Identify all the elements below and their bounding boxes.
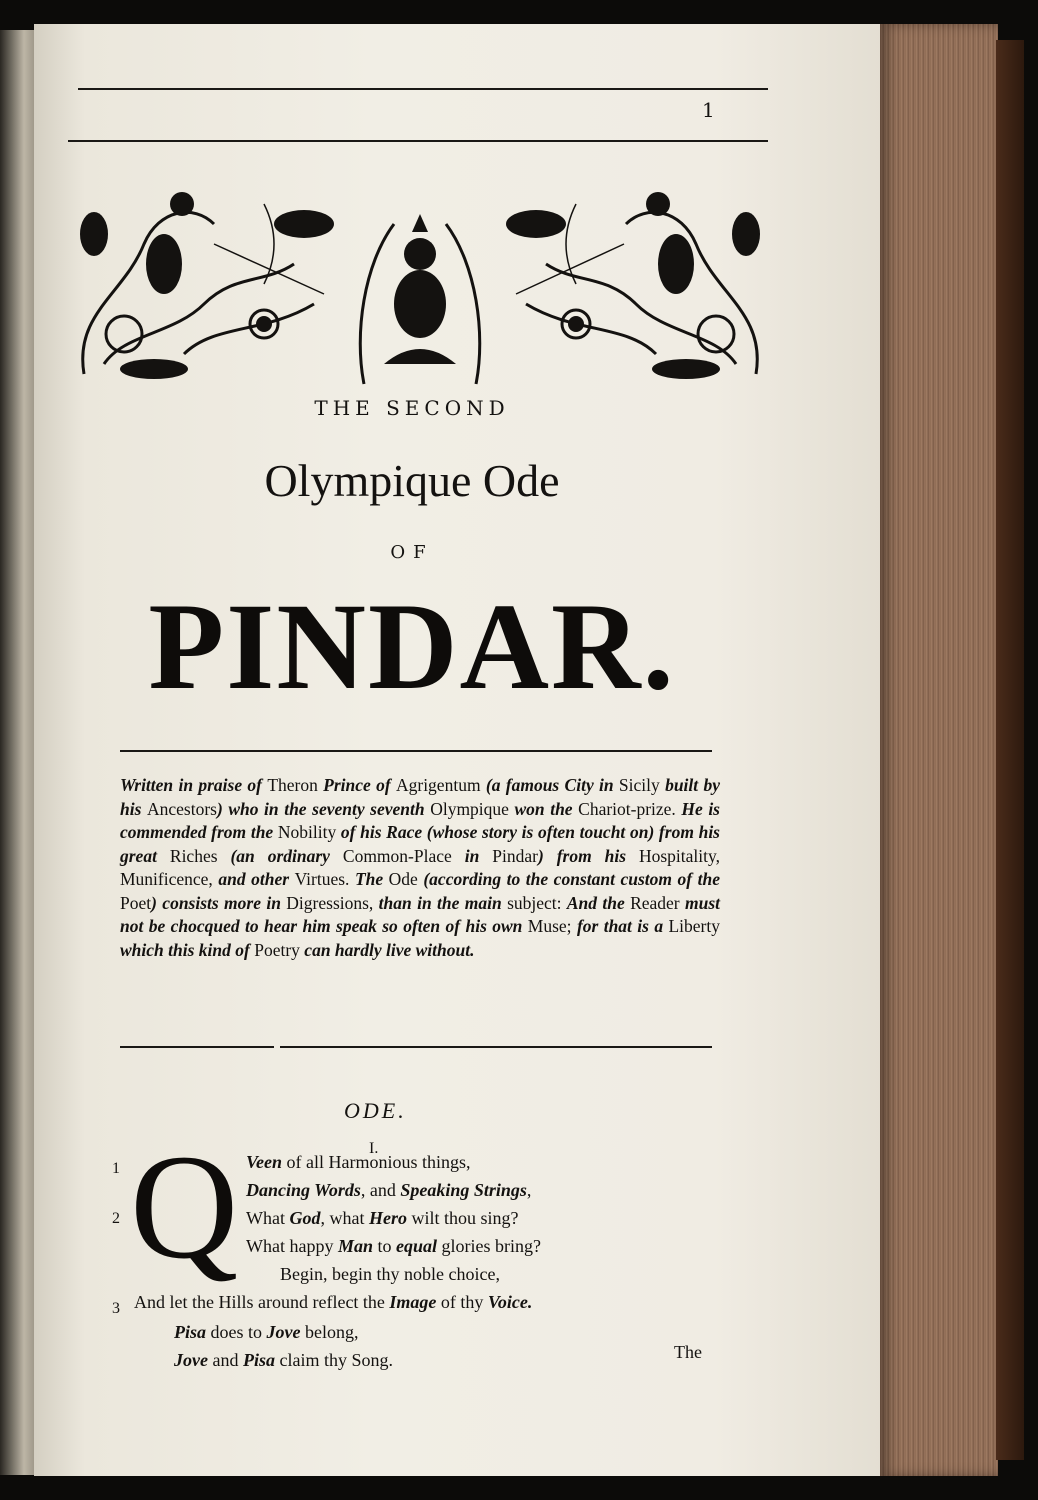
intro-run: ) who in the seventy seventh xyxy=(216,798,431,819)
intro-run: Poetry xyxy=(254,939,305,960)
woodcut-ornament-banner xyxy=(64,184,776,392)
catchword: The xyxy=(674,1342,702,1362)
intro-run: Muse; xyxy=(527,916,577,936)
verse-run: belong, xyxy=(305,1322,359,1342)
verse-run: to xyxy=(377,1236,396,1256)
intro-run: ) from his xyxy=(537,845,639,866)
verse-run: Jove xyxy=(266,1322,305,1342)
intro-run: Nobility xyxy=(277,822,341,842)
intro-run: Prince of xyxy=(323,775,396,795)
intro-run: of his Race (whose story is often toucht on) from his great xyxy=(120,822,720,866)
verse-run: Image xyxy=(389,1292,441,1312)
intro-rule-right xyxy=(280,1046,712,1048)
verse-run: What happy xyxy=(246,1236,338,1256)
margin-number: 2 xyxy=(112,1210,120,1227)
stanza-number: I. xyxy=(369,1140,379,1157)
intro-run: for that is a xyxy=(576,916,669,936)
verse-run: Veen xyxy=(246,1152,287,1172)
intro-run: The xyxy=(354,869,389,889)
intro-run: Olympique xyxy=(430,798,515,819)
verse-line xyxy=(174,1350,393,1371)
verse-run: Voice. xyxy=(487,1292,533,1312)
intro-run: (according to the constant custom of the xyxy=(423,869,720,889)
verse-run: does to xyxy=(210,1322,267,1342)
intro-run: Agrigentum xyxy=(395,775,486,795)
title-line-2: Olympique Ode xyxy=(264,455,560,506)
intro-run: He is commended from the xyxy=(120,798,720,842)
intro-rule-left xyxy=(120,1046,274,1048)
intro-run: built by his xyxy=(120,775,720,819)
intro-run: Ancestors xyxy=(146,798,217,819)
verse-run: Man xyxy=(337,1236,378,1256)
intro-run: won the xyxy=(514,798,579,819)
title-rule xyxy=(120,750,712,752)
intro-run: Hospitality, Munificence, xyxy=(120,845,720,889)
intro-run: Reader xyxy=(630,892,685,913)
intro-run: Sicily xyxy=(618,775,666,795)
verse-line xyxy=(246,1152,470,1173)
title-line-3: OF xyxy=(390,542,434,563)
intro-run: Ode xyxy=(388,869,424,889)
verse-run: of all Harmonious things, xyxy=(286,1152,471,1172)
verse-run: Jove xyxy=(174,1350,213,1370)
verse-run: Speaking Strings xyxy=(400,1180,527,1200)
intro-run: Common-Place xyxy=(342,845,465,866)
verse-run: God xyxy=(289,1208,321,1228)
verse-run: What xyxy=(246,1208,290,1228)
verse-run: And let the Hills around reflect the xyxy=(134,1292,390,1312)
intro-run: subject: xyxy=(507,892,567,913)
drop-cap: Q xyxy=(130,1124,239,1290)
verse-run: claim thy Song. xyxy=(279,1350,393,1370)
header-rule-top xyxy=(78,88,768,90)
verse-run: Hero xyxy=(368,1208,412,1228)
intro-argument xyxy=(120,774,720,962)
intro-run: in xyxy=(464,845,493,866)
verse-run: glories bring? xyxy=(441,1236,541,1256)
header-rule-bottom xyxy=(68,140,768,142)
page-edges xyxy=(880,24,998,1476)
margin-number: 1 xyxy=(112,1160,120,1177)
verse-line xyxy=(246,1236,541,1257)
title-pindar: PINDAR. xyxy=(148,578,676,715)
intro-run: Virtues. xyxy=(294,869,355,889)
intro-run: ) consists more in xyxy=(151,892,287,913)
verse-run: Pisa xyxy=(174,1322,211,1342)
title-line-1: THE SECOND xyxy=(314,396,510,420)
intro-run: must not be chocqued to hear him speak so often of his own xyxy=(120,892,720,936)
intro-run: which this kind of xyxy=(120,939,255,960)
verse-run: wilt thou sing? xyxy=(411,1208,519,1228)
intro-run: Digressions, xyxy=(286,892,379,913)
verse-line xyxy=(134,1292,532,1313)
intro-run: (a famous City in xyxy=(485,775,619,795)
intro-run: Liberty xyxy=(668,916,720,936)
intro-run: And the xyxy=(566,892,631,913)
intro-run: (an ordinary xyxy=(230,845,343,866)
book-page xyxy=(34,24,884,1476)
verse-run: of thy xyxy=(440,1292,488,1312)
verse-run: equal xyxy=(396,1236,442,1256)
page-number: 1 xyxy=(702,98,715,122)
verse-line xyxy=(246,1208,518,1229)
intro-run: Pindar xyxy=(492,845,538,866)
verse-run: , and xyxy=(360,1180,401,1200)
verse-line xyxy=(280,1264,500,1285)
intro-run: Riches xyxy=(169,845,231,866)
verse-run: , what xyxy=(320,1208,369,1228)
margin-number: 3 xyxy=(112,1300,120,1317)
intro-run: Written in praise of xyxy=(120,775,268,795)
verse-line xyxy=(174,1322,359,1343)
intro-run: and other xyxy=(218,869,295,889)
verse-line xyxy=(246,1180,531,1201)
verse-run: Begin, begin thy noble choice, xyxy=(280,1264,500,1284)
intro-run: can hardly live without. xyxy=(304,939,475,960)
ode-heading: ODE. xyxy=(344,1098,407,1123)
book-cover-edge xyxy=(996,40,1024,1460)
verse-run: Pisa xyxy=(242,1350,280,1370)
intro-run: Poet xyxy=(120,892,152,913)
verse-run: , xyxy=(526,1180,532,1200)
intro-run: than in the main xyxy=(378,892,508,913)
verse-run: Dancing Words xyxy=(246,1180,361,1200)
intro-run: Theron xyxy=(267,775,324,795)
verse-run: and xyxy=(212,1350,243,1370)
intro-run: Chariot-prize. xyxy=(578,798,682,819)
